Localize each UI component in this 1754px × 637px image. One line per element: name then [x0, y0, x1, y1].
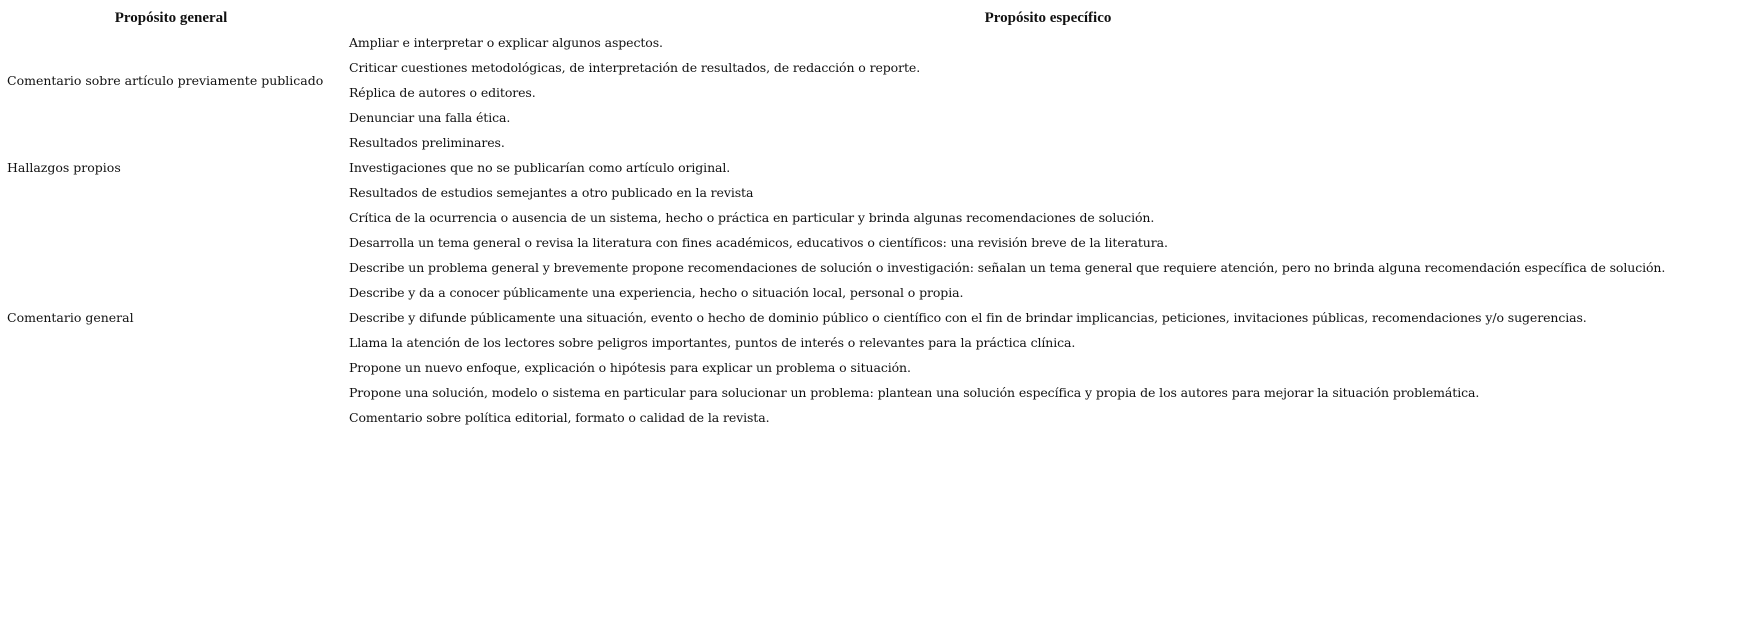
specific-purpose-cell: Resultados preliminares.	[349, 135, 505, 150]
header-general-purpose: Propósito general	[114, 9, 228, 26]
header-row	[0, 6, 1754, 30]
specific-purpose-cell: Propone una solución, modelo o sistema en particular para solucionar un problema: plantean una solución específica y propia de los autores para mejorar la situación problemática.	[349, 385, 1480, 400]
specific-purpose-cell: Comentario sobre política editorial, formato o calidad de la revista.	[349, 410, 770, 425]
table-row	[0, 130, 1754, 155]
specific-purpose-cell: Réplica de autores o editores.	[349, 85, 536, 100]
table-row	[0, 30, 1754, 55]
header-specific-purpose: Propósito específico	[984, 9, 1112, 26]
specific-purpose-cell: Resultados de estudios semejantes a otro publicado en la revista	[349, 185, 754, 200]
purpose-table	[0, 6, 1754, 430]
specific-purpose-cell: Llama la atención de los lectores sobre peligros importantes, puntos de interés o relevantes para la práctica clínica.	[349, 335, 1076, 350]
table-row	[0, 205, 1754, 230]
specific-purpose-cell: Describe y da a conocer públicamente una experiencia, hecho o situación local, personal o propia.	[349, 285, 964, 300]
specific-purpose-cell: Criticar cuestiones metodológicas, de interpretación de resultados, de redacción o reporte.	[349, 60, 921, 75]
specific-purpose-cell: Crítica de la ocurrencia o ausencia de un sistema, hecho o práctica en particular y brinda algunas recomendaciones de solución.	[349, 210, 1155, 225]
specific-purpose-cell: Investigaciones que no se publicarían como artículo original.	[349, 160, 731, 175]
specific-purpose-cell: Ampliar e interpretar o explicar algunos aspectos.	[349, 35, 663, 50]
specific-purpose-cell: Describe y difunde públicamente una situación, evento o hecho de dominio público o científico con el fin de brindar implicancias, peticiones, invitaciones públicas, recomendaciones y/o sugerencias.	[349, 310, 1587, 325]
specific-purpose-cell: Desarrolla un tema general o revisa la literatura con fines académicos, educativos o científicos: una revisión breve de la literatura.	[349, 235, 1168, 250]
specific-purpose-cell: Propone un nuevo enfoque, explicación o hipótesis para explicar un problema o situación.	[349, 360, 911, 375]
general-purpose-cell: Comentario general	[7, 310, 134, 325]
general-purpose-cell: Comentario sobre artículo previamente publicado	[7, 72, 324, 88]
specific-purpose-cell: Describe un problema general y brevemente propone recomendaciones de solución o investigación: señalan un tema general que requiere atención, pero no brinda alguna recomendación específica de solución.	[349, 260, 1666, 275]
purpose-table-sheet	[0, 6, 1754, 430]
general-purpose-cell: Hallazgos propios	[7, 160, 121, 175]
specific-purpose-cell: Denunciar una falla ética.	[349, 110, 511, 125]
